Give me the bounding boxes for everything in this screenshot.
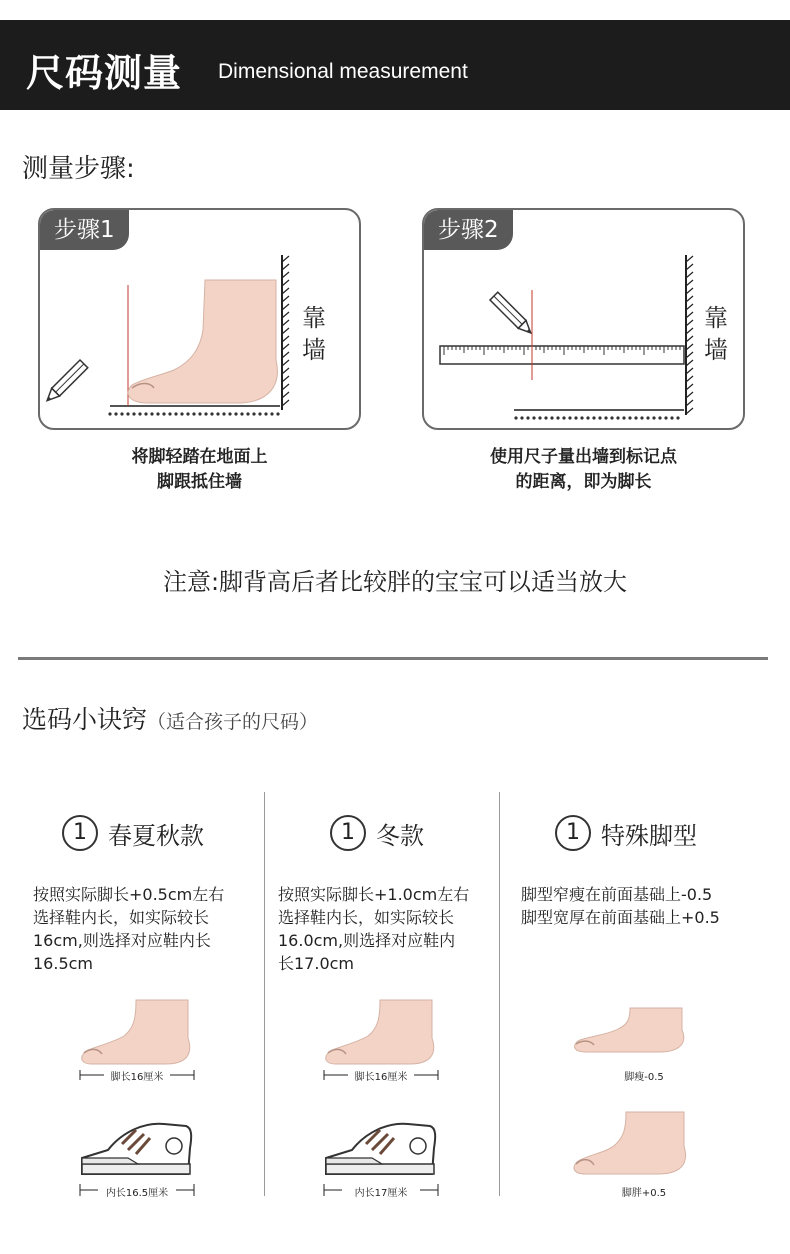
step-2-badge: 步骤2 [424,210,513,250]
floor-dot [622,416,625,419]
column-divider [264,792,265,1196]
foot-icon [570,1004,690,1060]
floor-dot [132,412,135,415]
floor-dot [550,416,553,419]
tips-title-sub: （适合孩子的尺码） [147,711,319,733]
wall-hatch [282,368,289,374]
floor-dot [204,412,207,415]
wall-hatch [686,280,693,286]
caption-line: 将脚轻踏在地面上 [131,447,268,467]
wall-hatch [686,336,693,342]
wall-hatch [686,272,693,278]
floor-dot [592,416,595,419]
wall-hatch [282,400,289,406]
header-banner [0,20,790,110]
caption-line: 脚跟抵住墙 [157,472,242,492]
wall-hatch [686,264,693,270]
column-title: 春夏秋款 [108,821,204,850]
wall-hatch [686,328,693,334]
floor-dot [222,412,225,415]
floor-dot [520,416,523,419]
wall-icon [686,255,693,415]
wall-hatch [686,360,693,366]
floor-dot [628,416,631,419]
header-title: 尺码测量 [26,51,183,95]
note-text: 注意:脚背高后者比较胖的宝宝可以适当放大 [162,568,628,596]
caption-line: 使用尺子量出墙到标记点 [490,447,677,467]
floor-dot [676,416,679,419]
number-circle: 1 [555,815,591,851]
floor-dot [162,412,165,415]
wall-hatch [282,336,289,342]
wall-hatch [282,296,289,302]
floor-dot [586,416,589,419]
foot-icon [570,1108,690,1178]
wall-hatch [686,384,693,390]
steps-title: 测量步骤: [22,154,135,184]
floor-dot [276,412,279,415]
inner-length-label: 内长17厘米 [354,1188,408,1199]
wall-hatch [282,320,289,326]
wall-label-bottom: 墙 [302,336,326,364]
floor-dot [574,416,577,419]
wall-hatch [282,392,289,398]
thin-foot-label: 脚瘦-0.5 [624,1072,664,1083]
wall-hatch [686,408,693,414]
foot-length-label: 脚长16厘米 [354,1072,408,1083]
wall-hatch [282,288,289,294]
floor-dot [120,412,123,415]
wall-hatch [686,256,693,262]
step-1-badge: 步骤1 [40,210,129,250]
column-2-desc: 按照实际脚长+1.0cm左右 选择鞋内长，如实际较长 16.0cm,则选择对应鞋内 长17.0cm [278,885,470,973]
floor-dot [616,416,619,419]
wall-label-top: 靠 [704,304,728,332]
column-title: 特殊脚型 [601,821,697,850]
number-circle: 1 [330,815,366,851]
floor-dot [198,412,201,415]
floor-dot [126,412,129,415]
floor-dot [532,416,535,419]
column-1-desc: 按照实际脚长+0.5cm左右 选择鞋内长，如实际较长 16cm,则选择对应鞋内长 16.5cm [33,885,225,973]
floor-dot [598,416,601,419]
wall-hatch [282,360,289,366]
floor-dot [228,412,231,415]
floor-dot [640,416,643,419]
wall-hatch [282,280,289,286]
floor-dot [634,416,637,419]
wall-hatch [686,296,693,302]
floor-dot [270,412,273,415]
wall-hatch [686,376,693,382]
floor-dot [108,412,111,415]
floor-dot [526,416,529,419]
header-subtitle: Dimensional measurement [218,60,468,83]
step-2-caption [422,445,745,495]
wall-label-bottom: 墙 [704,336,728,364]
floor-dot [514,416,517,419]
tips-title [22,700,318,736]
wall-icon [282,255,289,410]
wall-hatch [686,352,693,358]
floor-dot [216,412,219,415]
floor-dot [156,412,159,415]
wall-hatch [282,384,289,390]
floor-dot [144,412,147,415]
floor-dot [658,416,661,419]
number-circle: 1 [62,815,98,851]
wall-label-top: 靠 [302,304,326,332]
floor-dot [610,416,613,419]
floor-dot [580,416,583,419]
wall-hatch [282,328,289,334]
floor-dot [652,416,655,419]
floor-dot [264,412,267,415]
floor-dot [258,412,261,415]
floor-dot [246,412,249,415]
column-title: 冬款 [376,821,424,850]
floor-dot [252,412,255,415]
floor-dot [670,416,673,419]
wall-hatch [282,352,289,358]
wall-hatch [282,264,289,270]
wall-hatch [686,392,693,398]
pencil-icon [490,292,535,337]
wall-hatch [686,320,693,326]
wall-hatch [282,304,289,310]
floor-dot [186,412,189,415]
floor-dot [604,416,607,419]
wall-hatch [282,344,289,350]
floor-dot [234,412,237,415]
wall-hatch [686,288,693,294]
floor-dot [150,412,153,415]
wall-hatch [686,368,693,374]
inner-length-label: 内长16.5厘米 [105,1188,169,1199]
foot-length-label: 脚长16厘米 [110,1072,164,1083]
column-2-heading [330,815,424,851]
wall-hatch [282,272,289,278]
wide-foot-label: 脚胖+0.5 [621,1188,667,1199]
column-1-heading [62,815,204,851]
wall-hatch [282,312,289,318]
wall-hatch [282,376,289,382]
floor-dot [168,412,171,415]
floor-dot [556,416,559,419]
wall-hatch [686,400,693,406]
floor-dot [568,416,571,419]
wall-hatch [686,312,693,318]
floor-dot [240,412,243,415]
column-divider [499,792,500,1196]
floor-dot [562,416,565,419]
step-1-card [38,208,361,430]
step-1-caption [38,445,361,495]
pencil-icon [43,360,88,405]
floor-dot [174,412,177,415]
column-3-desc: 脚型窄瘦在前面基础上-0.5 脚型宽厚在前面基础上+0.5 [521,885,720,927]
floor-dot [114,412,117,415]
section-divider [18,657,768,660]
floor-dot [138,412,141,415]
floor-dot [210,412,213,415]
floor-dot [538,416,541,419]
floor-dot [180,412,183,415]
ruler-icon [440,346,684,364]
wall-hatch [686,344,693,350]
floor-dot [544,416,547,419]
column-3-heading [555,815,697,851]
tips-title-main: 选码小诀窍 [22,705,148,734]
floor-dot [192,412,195,415]
step-2-card [422,208,745,430]
wall-hatch [686,304,693,310]
floor-dot [664,416,667,419]
floor-dot [646,416,649,419]
caption-line: 的距离，即为脚长 [515,472,652,492]
wall-hatch [282,256,289,262]
